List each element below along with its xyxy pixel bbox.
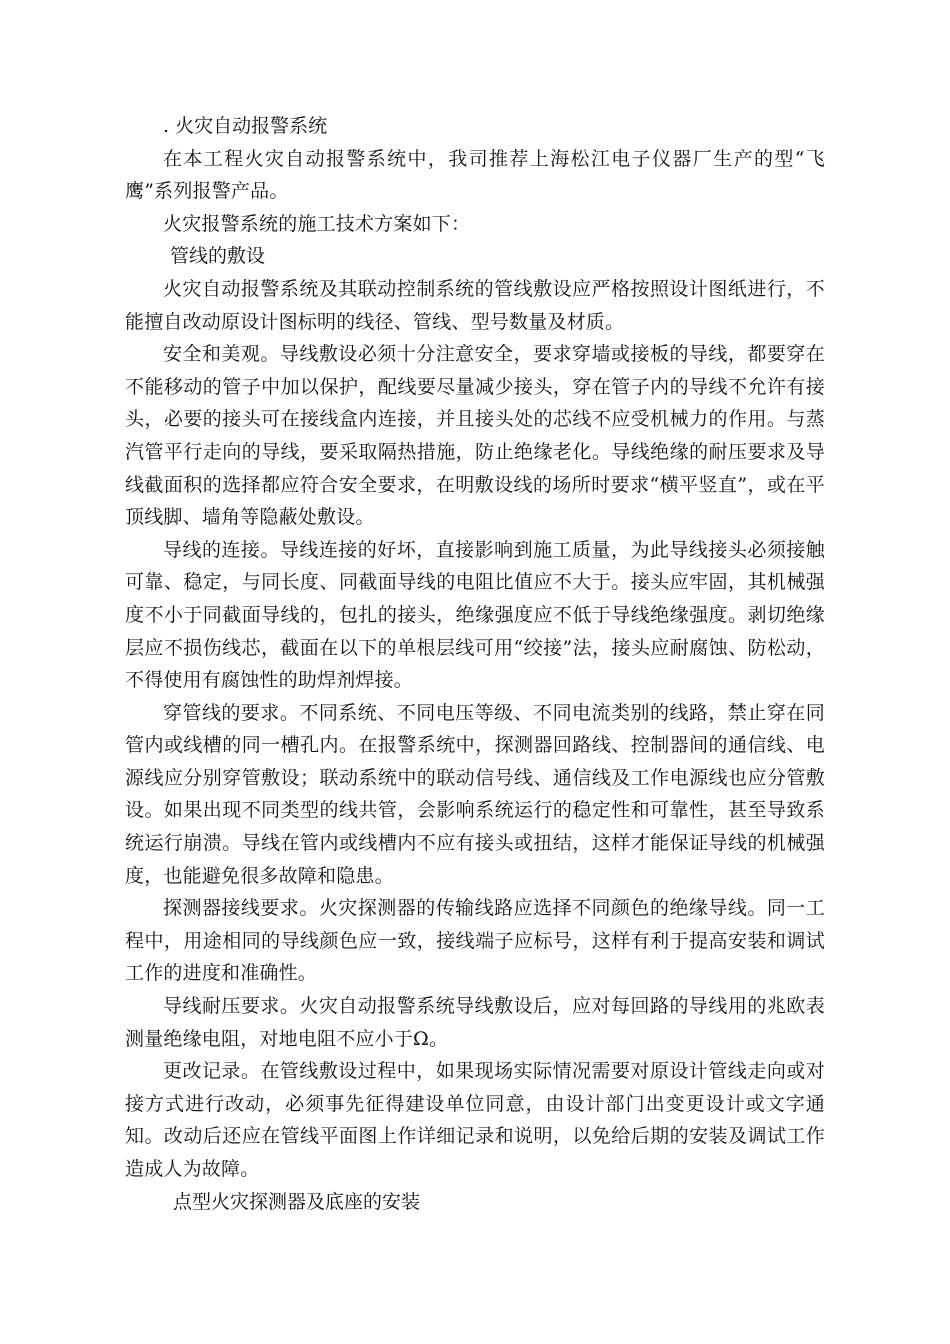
paragraph-change-record: 更改记录。在管线敷设过程中，如果现场实际情况需要对原设计管线走向或对接方式进行改动，必须事先征得建设单位同意，由设计部门出变更设计或文字通知。改动后还应在管线平面图上作详细记录和说明，以免给后期的安装及调试工作造成人为故障。 bbox=[125, 1060, 825, 1180]
paragraph-voltage: 导线耐压要求。火灾自动报警系统导线敷设后，应对每回路的导线用的兆欧表测量绝缘电阻，对地电阻不应小于Ω。 bbox=[125, 995, 825, 1050]
plan-intro-paragraph: 火灾报警系统的施工技术方案如下： bbox=[163, 212, 471, 235]
sub-heading-pipeline: 管线的敷设 bbox=[170, 245, 266, 268]
paragraph-general: 火灾自动报警系统及其联动控制系统的管线敷设应严格按照设计图纸进行，不能擅自改动原设计图标明的线径、管线、型号数量及材质。 bbox=[125, 277, 825, 333]
paragraph-detector-wiring: 探测器接线要求。火灾探测器的传输线路应选择不同颜色的绝缘导线。同一工程中，用途相同的导线颜色应一致，接线端子应标号，这样有利于提高安装和调试工作的进度和准确性。 bbox=[125, 897, 825, 985]
paragraph-conduit: 穿管线的要求。不同系统、不同电压等级、不同电流类别的线路，禁止穿在同管内或线槽的同一槽孔内。在报警系统中，探测器回路线、控制器间的通信线、电源线应分别穿管敷设；联动系统中的联动信号线、通信线及工作电源线也应分管敷设。如果出现不同类型的线共管，会影响系统运行的稳定性和可靠性，甚至导致系统运行崩溃。导线在管内或线槽内不应有接头或扭结，这样才能保证导线的机械强度，也能避免很多故障和隐患。 bbox=[125, 701, 825, 887]
document-page bbox=[125, 110, 825, 1218]
section-title: . 火灾自动报警系统 bbox=[163, 115, 328, 137]
sub-heading-detector-install: 点型火灾探测器及底座的安装 bbox=[173, 1190, 421, 1213]
paragraph-safety: 安全和美观。导线敷设必须十分注意安全，要求穿墙或接板的导线，都要穿在不能移动的管子中加以保护，配线要尽量减少接头，穿在管子内的导线不允许有接头，必要的接头可在接线盒内连接，并且接头处的芯线不应受机械力的作用。与蒸汽管平行走向的导线，要采取隔热措施，防止绝缘老化。导线绝缘的耐压要求及导线截面积的选择都应符合安全要求，在明敷设线的场所时要求“横平竖直”，或在平顶线脚、墙角等隐蔽处敷设。 bbox=[125, 343, 825, 529]
intro-paragraph: 在本工程火灾自动报警系统中，我司推荐上海松江电子仪器厂生产的型“飞鹰”系列报警产品。 bbox=[125, 147, 825, 203]
paragraph-connection: 导线的连接。导线连接的好坏，直接影响到施工质量，为此导线接头必须接触可靠、稳定，与同长度、同截面导线的电阻比值应不大于。接头应牢固，其机械强度不小于同截面导线的，包扎的接头，绝缘强度应不低于导线绝缘强度。剥切绝缘层应不损伤线芯，截面在以下的单根层线可用“绞接”法，接头应耐腐蚀、防松动，不得使用有腐蚀性的助焊剂焊接。 bbox=[125, 538, 825, 692]
